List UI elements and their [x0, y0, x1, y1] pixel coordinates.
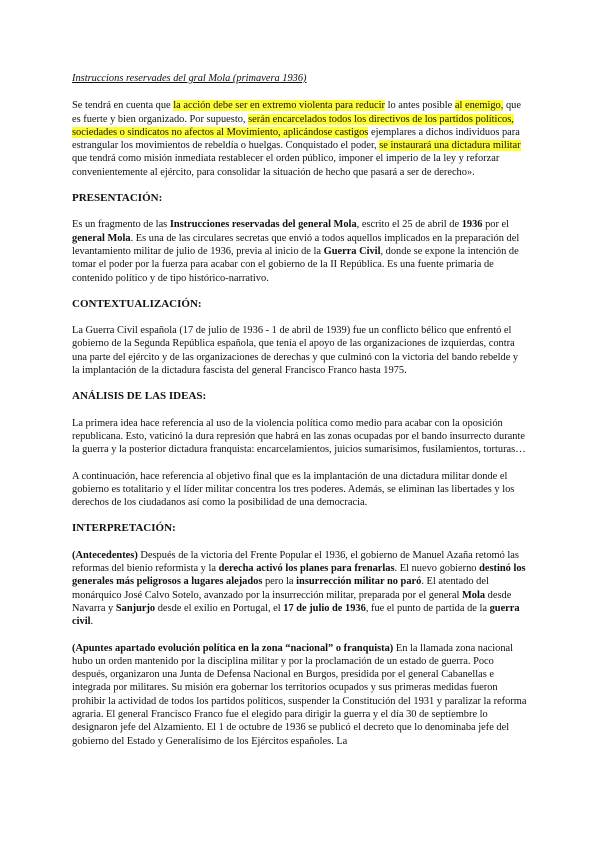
quote-text: que es fuerte y bien organizado. Por supuesto, [72, 100, 521, 125]
body-text: . Es una de las circulares secretas que envió a todos aquellos implicados en la preparación del levantamiento militar de julio de 1936, previa al inicio de la [72, 232, 520, 257]
body-text: . El atentado del monárquico José Calvo Sotelo, avanzado por la insurrección militar, preparada por el general [72, 576, 489, 601]
body-text: pero la [262, 576, 297, 588]
quote-text: que tendrá como misión inmediata restablecer el orden público, imponer el imperio de la ley y reforzar convenientemente al ejército, para consolidar la situación de hecho que pasará a ser de derecho». [72, 153, 500, 178]
interpretacion-paragraph-1 [72, 549, 528, 629]
contextualizacion-paragraph: La Guerra Civil española (17 de julio de 1936 - 1 de abril de 1939) fue un conflicto bélico que enfrentó el gobierno de la Segunda República española, que tenía el apoyo de las organizaciones de izquierdas, contra una parte del ejército y de las organizaciones de derechas y que culminó con la victoria del bando rebelde y la implantación de la dictadura fascista del general Francisco Franco hasta 1975. [72, 325, 519, 377]
bold-text: (Apuntes apartado evolución política en la zona “nacional” o franquista) [72, 642, 394, 654]
section-heading-interpretacion: INTERPRETACIÓN: [72, 522, 176, 535]
quote-paragraph [72, 99, 528, 179]
body-text: Es un fragmento de las [72, 219, 170, 231]
section-heading-contextualizacion: CONTEXTUALIZACIÓN: [72, 297, 202, 310]
quote-text: lo antes posible [385, 100, 455, 112]
body-text: . El nuevo gobierno [394, 563, 480, 575]
quote-highlight: la acción debe ser en extremo violenta para reducir [173, 100, 386, 112]
bold-text: (Antecedentes) [72, 549, 138, 561]
body-text: por el [482, 219, 510, 231]
section-heading-presentacion: PRESENTACIÓN: [72, 192, 163, 205]
bold-text: derecha activó los planes para frenarlas [218, 563, 395, 575]
bold-text: Mola [461, 589, 486, 601]
analisis-paragraph-2: A continuación, hace referencia al objetivo final que es la implantación de una dictadura militar donde el gobierno es totalitario y el líder militar concentra los tres poderes. Además, se eliminan las libertades y los derechos de los ciudadanos así como la posibilidad de una democracia. [72, 470, 515, 509]
bold-text: 17 de julio de 1936 [283, 602, 366, 614]
quote-highlight: serán encarcelados todos los directivos de los partidos políticos, sociedades o sindicatos no afectos al Movimiento, aplicándose castigos [72, 113, 514, 138]
document-title: Instruccions reservades del gral Mola (primavera 1936) [72, 73, 307, 84]
interpretacion-paragraph-2 [72, 642, 528, 748]
analisis-paragraph-1: La primera idea hace referencia al uso de la violencia política como medio para acabar con la oposición republicana. Esto, vaticinó la dura represión que habrá en las zonas ocupadas por el bando insurrecto durante la guerra y la posterior dictadura franquista: encarcelamientos, juicios sumarísimos, fusilamientos, torturas… [72, 417, 526, 456]
quote-highlight: al enemigo, [454, 100, 504, 112]
bold-text: general Mola [72, 232, 131, 244]
body-text: . [90, 616, 94, 628]
body-text: Después de la victoria del Frente Popular el 1936, el gobierno de Manuel Azaña retomó las reformas del bienio reformista y la [72, 549, 519, 575]
quote-text: ejemplares a dichos individuos para estrangular los movimientos de rebeldía o huelgas. Conquistado el poder, [72, 126, 520, 152]
body-text: , donde se expone la intención de tomar el poder por la fuerza para acabar con el gobierno de la II República. Es una fuente primaria de contenido político y de tipo histórico-narrativo. [72, 245, 519, 284]
bold-text: Instrucciones reservadas del general Mola [169, 219, 357, 231]
bold-text: Guerra Civil [323, 245, 381, 257]
bold-text: 1936 [461, 219, 483, 231]
presentacion-paragraph [72, 218, 528, 284]
quote-highlight: se instaurará una dictadura militar [379, 140, 521, 152]
body-text: , fue el punto de partida de la [365, 602, 490, 614]
body-text: , escrito el 25 de abril de [356, 219, 462, 231]
quote-text: Se tendrá en cuenta que [72, 100, 174, 112]
body-text: desde Navarra y [72, 589, 512, 614]
body-text: En la llamada zona nacional hubo un orden mantenido por la disciplina militar y por la proclamación de un estado de guerra. Poco después, organizaron una Junta de Defensa Nacional en Burgos, presidida por el general Cabanellas e integrada por militares. Su misión era gobernar los territorios ocupados y sus primeras medidas fueron prohibir la actividad de todos los partidos políticos, suspender la Constitución del 1931 y paralizar la reforma agraria. El general Francisco Franco fue el elegido para dirigir la guerra y el día 30 de septiembre lo designaron jefe del Alzamiento. El 1 de octubre de 1936 se publicó el decreto que lo denominaba jefe del gobierno del Estado y Generalísimo de los Ejércitos españoles. La [72, 642, 527, 747]
bold-text: destinó los generales más peligrosos a lugares alejados [72, 563, 526, 588]
bold-text: Sanjurjo [115, 602, 156, 614]
bold-text: insurrección militar no paró [296, 576, 422, 588]
bold-text: guerra civil [72, 602, 520, 628]
document-body [72, 72, 528, 748]
body-text: desde el exilio en Portugal, el [155, 602, 284, 614]
section-heading-analisis: ANÁLISIS DE LAS IDEAS: [72, 390, 207, 403]
